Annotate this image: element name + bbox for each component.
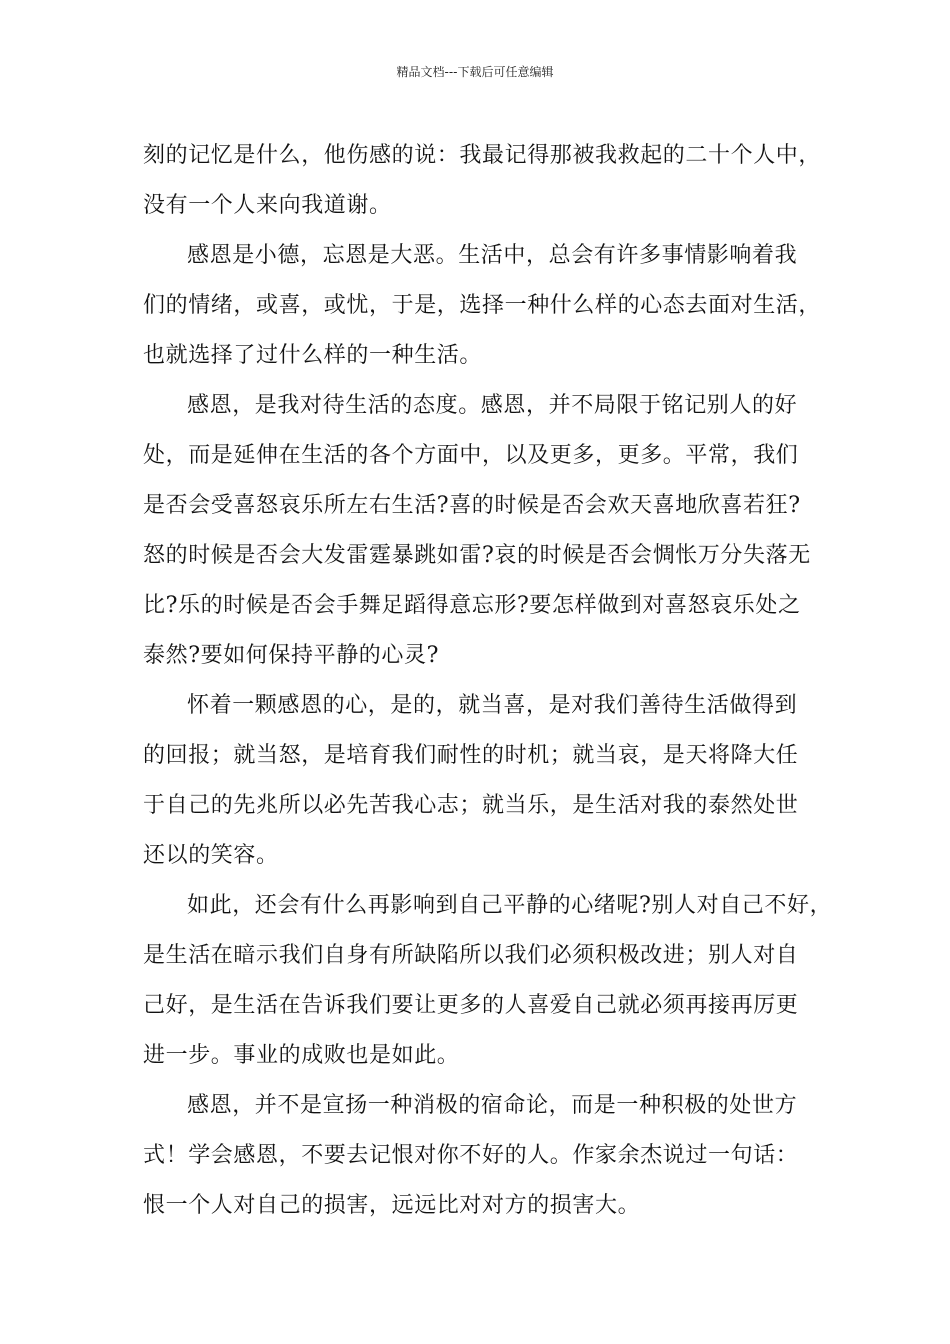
paragraph-start-line: 感恩，并不是宣扬一种消极的宿命论，而是一种积极的处世方: [187, 1093, 798, 1118]
text-line: 的回报；就当怒，是培育我们耐性的时机；就当哀，是天将降大任: [143, 743, 799, 768]
text-line: 恨一个人对自己的损害，远远比对对方的损害大。: [143, 1193, 641, 1218]
text-line: 也就选择了过什么样的一种生活。: [143, 343, 483, 368]
text-line: 处，而是延伸在生活的各个方面中，以及更多，更多。平常，我们: [143, 443, 799, 468]
text-line: 怒的时候是否会大发雷霆暴跳如雷?哀的时候是否会惆怅万分失落无: [143, 543, 811, 568]
paragraph-start-line: 如此，还会有什么再影响到自己平静的心绪呢?别人对自己不好，: [187, 893, 833, 918]
text-line: 们的情绪，或喜，或忧，于是，选择一种什么样的心态去面对生活，: [143, 293, 822, 318]
text-line: 是生活在暗示我们自身有所缺陷所以我们必须积极改进；别人对自: [143, 943, 799, 968]
text-line: 刻的记忆是什么，他伤感的说：我最记得那被我救起的二十个人中，: [143, 143, 822, 168]
text-line: 还以的笑容。: [143, 843, 279, 868]
text-line: 比?乐的时候是否会手舞足蹈得意忘形?要怎样做到对喜怒哀乐处之: [143, 593, 801, 618]
text-line: 式！学会感恩，不要去记恨对你不好的人。作家余杰说过一句话：: [143, 1143, 799, 1168]
text-line: 泰然?要如何保持平静的心灵?: [143, 643, 439, 668]
text-line: 于自己的先兆所以必先苦我心志；就当乐，是生活对我的泰然处世: [143, 793, 799, 818]
document-body: [143, 131, 833, 1231]
text-line: 是否会受喜怒哀乐所左右生活?喜的时候是否会欢天喜地欣喜若狂?: [143, 493, 801, 518]
paragraph-start-line: 感恩，是我对待生活的态度。感恩，并不局限于铭记别人的好: [187, 393, 798, 418]
text-line: 己好，是生活在告诉我们要让更多的人喜爱自己就必须再接再厉更: [143, 993, 799, 1018]
paragraph-start-line: 怀着一颗感恩的心，是的，就当喜，是对我们善待生活做得到: [187, 693, 798, 718]
text-line: 进一步。事业的成败也是如此。: [143, 1043, 460, 1068]
text-line: 没有一个人来向我道谢。: [143, 193, 392, 218]
page-header: 精品文档---下载后可任意编辑: [396, 65, 554, 79]
paragraph-start-line: 感恩是小德，忘恩是大恶。生活中，总会有许多事情影响着我: [187, 243, 798, 268]
